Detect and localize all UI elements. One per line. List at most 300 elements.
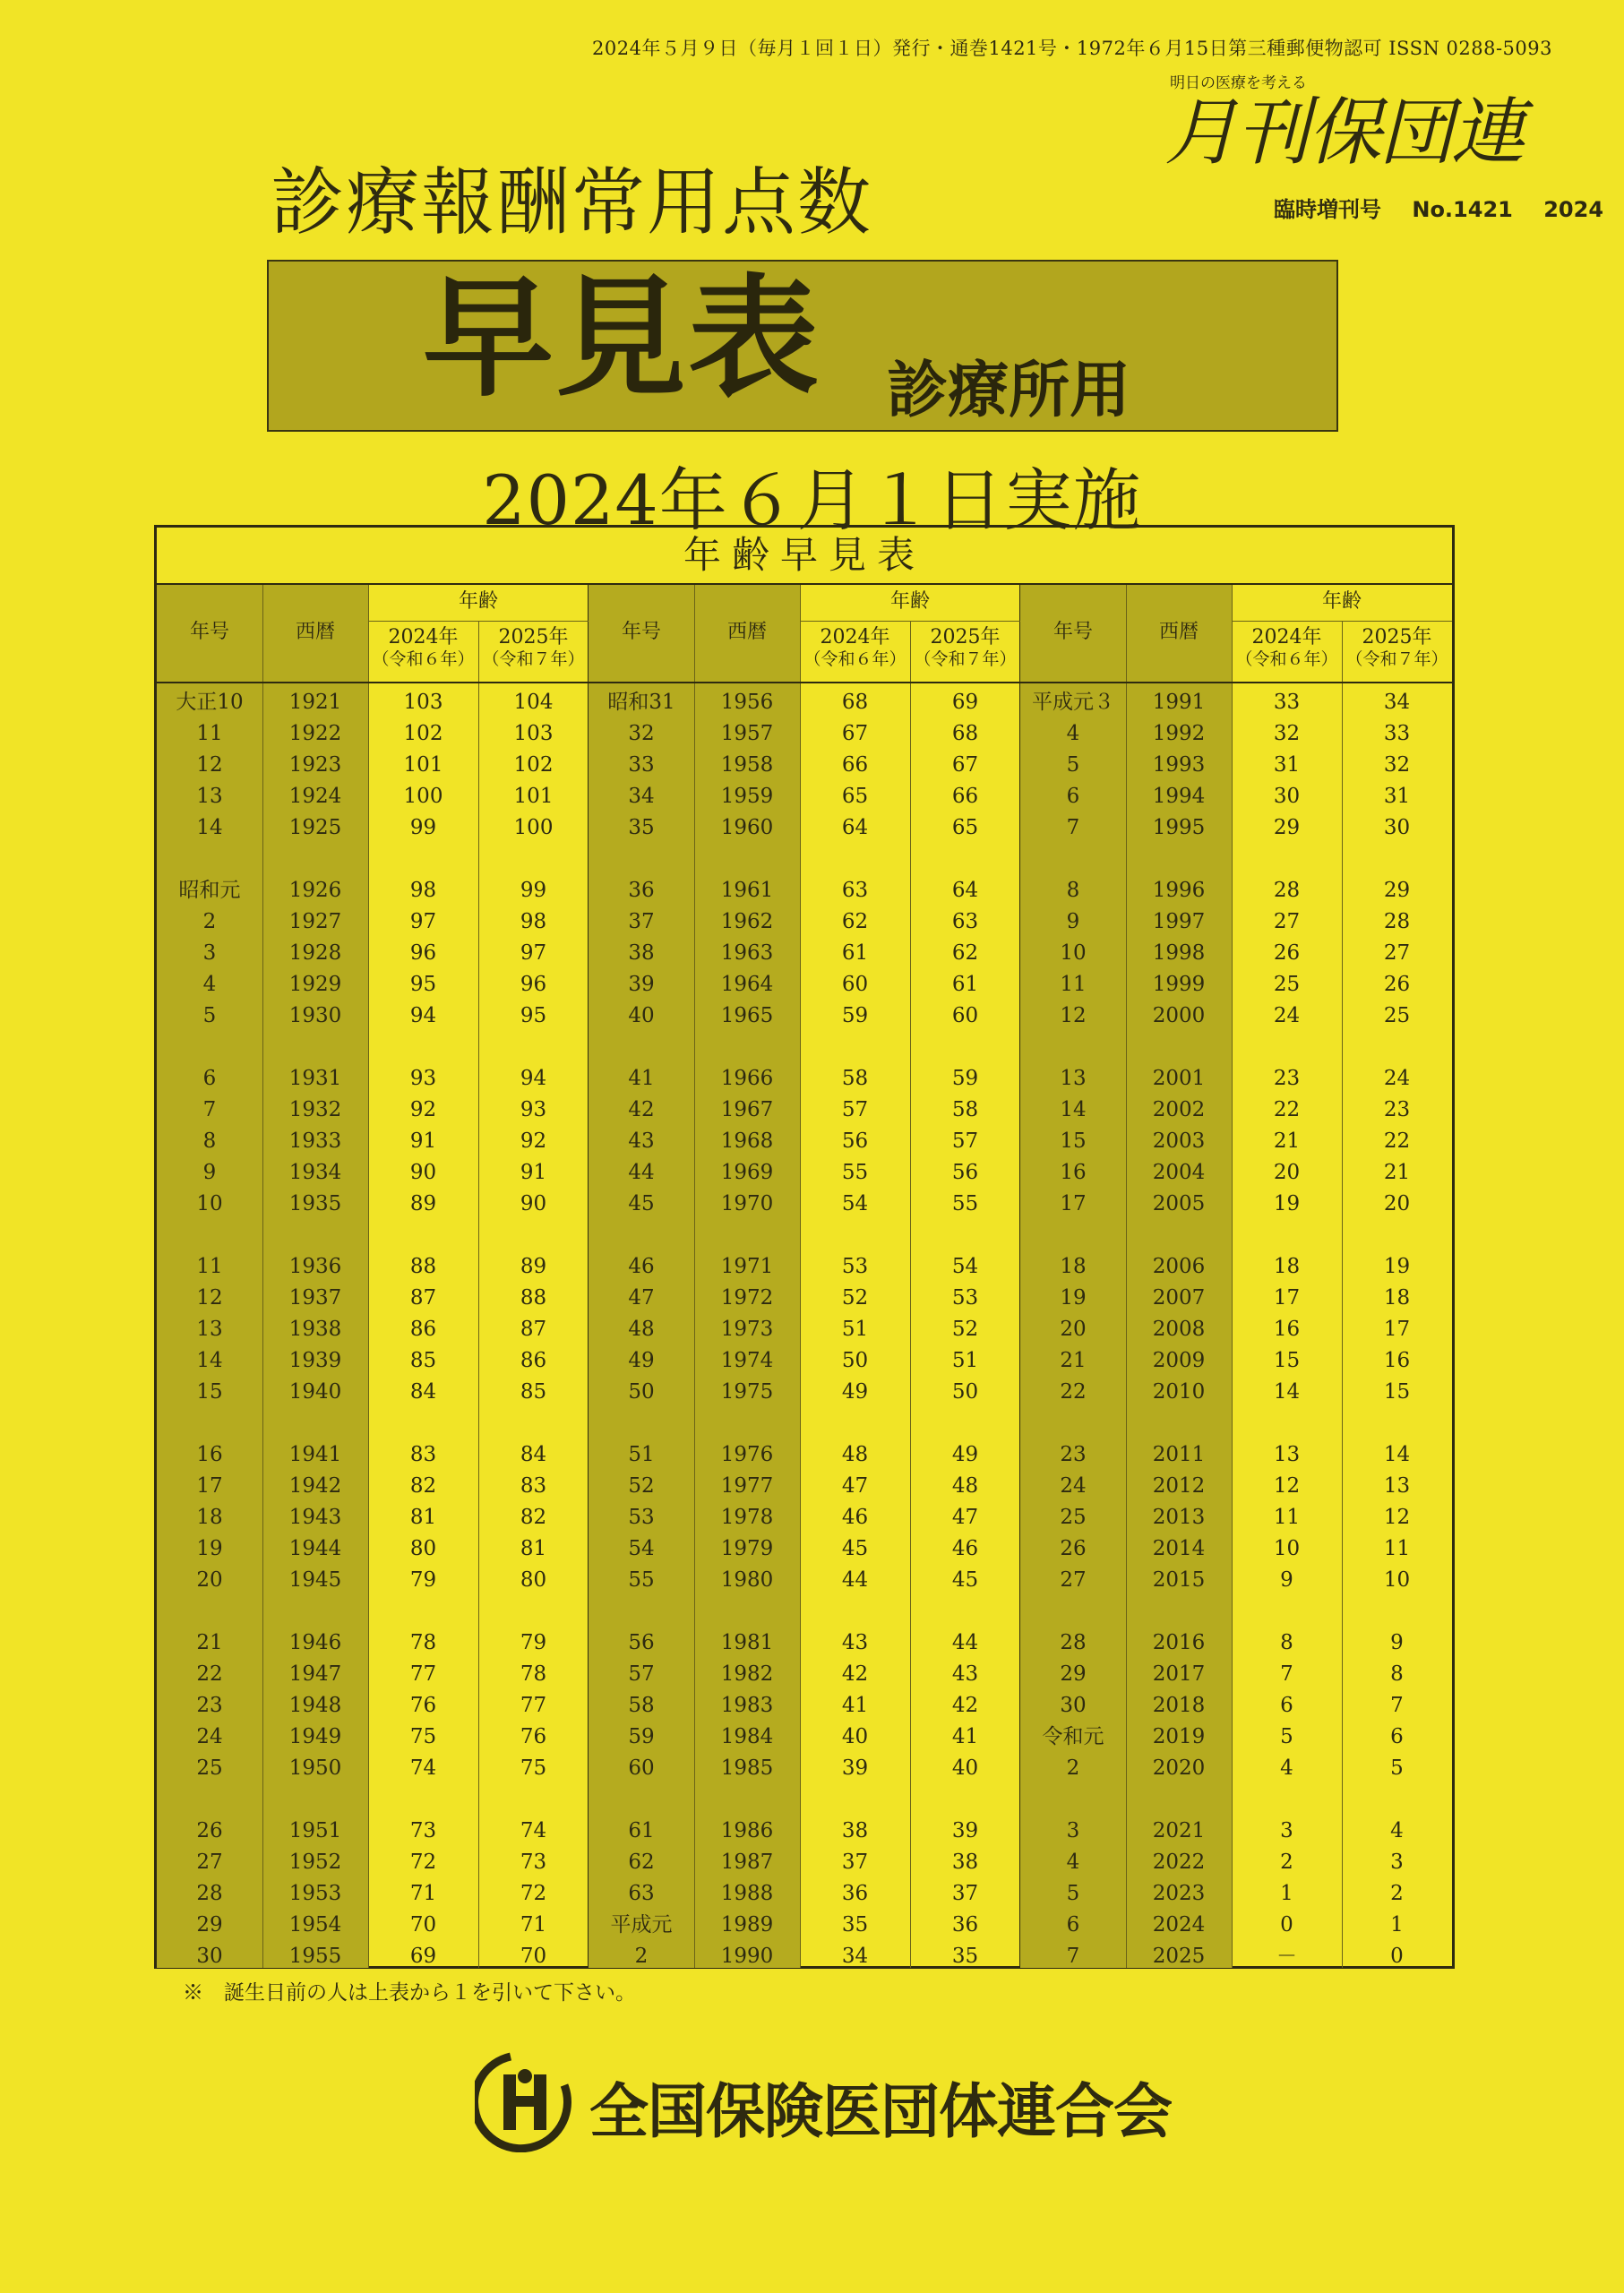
age-2025-cell: 30 — [1383, 816, 1411, 839]
age-2025-cell: 64 — [951, 879, 979, 902]
era-cell: 26 — [1060, 1537, 1087, 1560]
age-2024-cell: 8 — [1280, 1631, 1293, 1654]
era-cell: 60 — [628, 1756, 655, 1780]
western-year-cell: 2002 — [1152, 1098, 1206, 1121]
header-divider — [1020, 682, 1452, 683]
age-2025-cell: 6 — [1390, 1725, 1404, 1748]
western-year-cell: 1993 — [1152, 753, 1206, 777]
western-year-cell: 1989 — [720, 1913, 774, 1937]
title-box — [267, 260, 1338, 432]
era-cell: 20 — [1060, 1318, 1087, 1341]
age-2024-cell: 7 — [1280, 1662, 1293, 1686]
era-cell: 51 — [628, 1443, 655, 1466]
era-cell: 令和元 — [1042, 1725, 1104, 1748]
age-2024-cell: 61 — [841, 941, 869, 965]
header-era: 年号 — [189, 621, 229, 643]
era-cell: 30 — [196, 1945, 223, 1968]
age-2024-cell: 59 — [841, 1004, 869, 1027]
age-2024-cell: 22 — [1273, 1098, 1301, 1121]
era-cell: 23 — [196, 1694, 223, 1717]
age-2024-cell: 58 — [841, 1067, 869, 1090]
age-2025-cell: 46 — [951, 1537, 979, 1560]
age-2025-cell: 35 — [951, 1945, 979, 1968]
table-note: ※ 誕生日前の人は上表から１を引いて下さい。 — [183, 1981, 636, 2005]
era-cell: 6 — [1066, 785, 1080, 808]
age-2025-cell: 52 — [951, 1318, 979, 1341]
header-age-2025-year: 2025年 — [1362, 626, 1432, 648]
header-age-2024-year: 2024年 — [1251, 626, 1322, 648]
age-2025-cell: 96 — [520, 973, 547, 996]
age-2025-cell: 19 — [1383, 1255, 1411, 1278]
age-2025-cell: 47 — [951, 1506, 979, 1529]
age-2024-cell: 56 — [841, 1129, 869, 1153]
age-2024-cell: 49 — [841, 1380, 869, 1404]
age-2024-cell: 3 — [1280, 1819, 1293, 1842]
age-2024-cell: 34 — [841, 1945, 869, 1968]
age-2024-cell: 73 — [409, 1819, 437, 1842]
effective-date: 2024年６月１日実施 — [482, 460, 1142, 540]
age-2025-cell: 48 — [951, 1474, 979, 1498]
age-2024-cell: 10 — [1273, 1537, 1301, 1560]
era-cell: 61 — [628, 1819, 655, 1842]
era-cell: 5 — [1066, 1882, 1080, 1905]
header-age-2024-era: （令和６年） — [372, 649, 475, 670]
western-year-cell: 1924 — [288, 785, 342, 808]
western-year-cell: 1948 — [288, 1694, 342, 1717]
age-2024-cell: 70 — [409, 1913, 437, 1937]
western-year-cell: 2003 — [1152, 1129, 1206, 1153]
era-cell: 10 — [1060, 941, 1087, 965]
era-cell: 30 — [1060, 1694, 1087, 1717]
age-2025-cell: 9 — [1390, 1631, 1404, 1654]
age-2025-cell: 53 — [951, 1286, 979, 1310]
western-year-cell: 1999 — [1152, 973, 1206, 996]
western-year-cell: 1959 — [720, 785, 774, 808]
western-year-cell: 1957 — [720, 722, 774, 745]
era-cell: 55 — [628, 1568, 655, 1592]
age-2024-cell: 53 — [841, 1255, 869, 1278]
age-2024-cell: 62 — [841, 910, 869, 933]
era-cell: 昭和元 — [178, 879, 241, 902]
age-2025-cell: 86 — [520, 1349, 547, 1372]
age-2025-cell: 85 — [520, 1380, 547, 1404]
age-2024-cell: 72 — [409, 1851, 437, 1874]
age-2024-cell: 65 — [841, 785, 869, 808]
western-year-cell: 2011 — [1152, 1443, 1206, 1466]
era-cell: 48 — [628, 1318, 655, 1341]
western-year-cell: 2022 — [1152, 1851, 1206, 1874]
age-2024-cell: 20 — [1273, 1161, 1301, 1184]
age-2024-cell: 88 — [409, 1255, 437, 1278]
age-table — [154, 525, 1455, 1969]
age-2024-cell: 89 — [409, 1192, 437, 1215]
age-2025-cell: 82 — [520, 1506, 547, 1529]
age-2025-cell: 57 — [951, 1129, 979, 1153]
era-cell: 21 — [1060, 1349, 1087, 1372]
age-2024-cell: 100 — [403, 785, 443, 808]
age-2024-cell: 74 — [409, 1756, 437, 1780]
age-2025-cell: 62 — [951, 941, 979, 965]
era-cell: 57 — [628, 1662, 655, 1686]
organization-name: 全国保険医団体連合会 — [589, 2077, 1172, 2146]
western-year-cell: 2007 — [1152, 1286, 1206, 1310]
header-age-divider — [1232, 621, 1452, 622]
age-2025-cell: 31 — [1383, 785, 1411, 808]
age-2024-cell: 44 — [841, 1568, 869, 1592]
western-year-cell: 1942 — [288, 1474, 342, 1498]
era-cell: 16 — [196, 1443, 223, 1466]
era-cell: 47 — [628, 1286, 655, 1310]
age-2025-cell: 76 — [520, 1725, 547, 1748]
age-2025-cell: 89 — [520, 1255, 547, 1278]
age-2025-cell: 36 — [951, 1913, 979, 1937]
western-year-cell: 1987 — [720, 1851, 774, 1874]
era-cell: 8 — [202, 1129, 217, 1153]
age-2024-cell: 14 — [1273, 1380, 1301, 1404]
age-2025-cell: 32 — [1383, 753, 1411, 777]
age-2025-cell: 14 — [1383, 1443, 1411, 1466]
western-year-cell: 1982 — [720, 1662, 774, 1686]
age-2024-cell: 36 — [841, 1882, 869, 1905]
era-cell: 33 — [628, 753, 655, 777]
age-2024-cell: 92 — [409, 1098, 437, 1121]
age-2025-cell: 65 — [951, 816, 979, 839]
cover-title-sub: 診療所用 — [887, 356, 1131, 426]
era-cell: 4 — [1066, 722, 1080, 745]
western-year-cell: 2016 — [1152, 1631, 1206, 1654]
age-2025-cell: 60 — [951, 1004, 979, 1027]
era-cell: 52 — [628, 1474, 655, 1498]
era-cell: 12 — [1060, 1004, 1087, 1027]
header-age-2025-era: （令和７年） — [482, 649, 585, 670]
age-2025-cell: 22 — [1383, 1129, 1411, 1153]
age-2024-cell: 80 — [409, 1537, 437, 1560]
header-age: 年齢 — [889, 590, 930, 613]
era-cell: 平成元 — [610, 1913, 673, 1937]
era-cell: 3 — [202, 941, 217, 965]
era-cell: 11 — [196, 722, 223, 745]
age-2025-cell: 0 — [1390, 1945, 1404, 1968]
age-2025-cell: 44 — [951, 1631, 979, 1654]
age-2024-cell: 23 — [1273, 1067, 1301, 1090]
age-2025-cell: 98 — [520, 910, 547, 933]
era-cell: 14 — [1060, 1098, 1087, 1121]
age-2024-cell: 40 — [841, 1725, 869, 1748]
western-year-cell: 1928 — [288, 941, 342, 965]
age-2025-cell: 26 — [1383, 973, 1411, 996]
age-2024-cell: 103 — [403, 691, 443, 714]
age-2025-cell: 72 — [520, 1882, 547, 1905]
western-year-cell: 2005 — [1152, 1192, 1206, 1215]
era-cell: 29 — [196, 1913, 223, 1937]
era-cell: 19 — [1060, 1286, 1087, 1310]
age-2024-cell: 27 — [1273, 910, 1301, 933]
header-western: 西暦 — [295, 621, 335, 643]
age-2025-cell: 5 — [1390, 1756, 1404, 1780]
western-year-cell: 1937 — [288, 1286, 342, 1310]
western-year-cell: 2006 — [1152, 1255, 1206, 1278]
western-year-cell: 1952 — [288, 1851, 342, 1874]
era-cell: 44 — [628, 1161, 655, 1184]
era-cell: 34 — [628, 785, 655, 808]
cover-subtitle: 診療報酬常用点数 — [271, 160, 873, 245]
era-cell: 28 — [1060, 1631, 1087, 1654]
western-year-cell: 1960 — [720, 816, 774, 839]
era-cell: 11 — [1060, 973, 1087, 996]
western-year-cell: 1939 — [288, 1349, 342, 1372]
era-cell: 17 — [196, 1474, 223, 1498]
age-2025-cell: 79 — [520, 1631, 547, 1654]
western-year-cell: 1963 — [720, 941, 774, 965]
age-2024-cell: 43 — [841, 1631, 869, 1654]
age-2025-cell: 39 — [951, 1819, 979, 1842]
western-year-cell: 1923 — [288, 753, 342, 777]
age-2024-cell: 96 — [409, 941, 437, 965]
era-cell: 12 — [196, 1286, 223, 1310]
age-2025-cell: 66 — [951, 785, 979, 808]
header-age-2024-era: （令和６年） — [803, 649, 907, 670]
age-2024-cell: 38 — [841, 1819, 869, 1842]
western-year-cell: 1946 — [288, 1631, 342, 1654]
western-year-cell: 2000 — [1152, 1004, 1206, 1027]
age-2024-cell: 102 — [403, 722, 443, 745]
western-year-cell: 1925 — [288, 816, 342, 839]
age-2025-cell: 45 — [951, 1568, 979, 1592]
western-year-cell: 2024 — [1152, 1913, 1206, 1937]
age-2024-cell: 60 — [841, 973, 869, 996]
era-cell: 10 — [196, 1192, 223, 1215]
header-age-2024-year: 2024年 — [820, 626, 890, 648]
era-cell: 14 — [196, 1349, 223, 1372]
age-2025-cell: 103 — [513, 722, 554, 745]
western-year-cell: 1970 — [720, 1192, 774, 1215]
age-table-panel — [589, 585, 1020, 1968]
age-2024-cell: 51 — [841, 1318, 869, 1341]
header-western: 西暦 — [1158, 621, 1199, 643]
era-cell: 35 — [628, 816, 655, 839]
western-year-cell: 1931 — [288, 1067, 342, 1090]
era-cell: 13 — [196, 785, 223, 808]
age-2025-cell: 23 — [1383, 1098, 1411, 1121]
era-cell: 19 — [196, 1537, 223, 1560]
age-2024-cell: － — [1276, 1945, 1297, 1968]
western-year-cell: 1944 — [288, 1537, 342, 1560]
age-2025-cell: 1 — [1390, 1913, 1404, 1937]
era-cell: 41 — [628, 1067, 655, 1090]
western-year-cell: 2023 — [1152, 1882, 1206, 1905]
era-cell: 7 — [1066, 816, 1080, 839]
header-age-2025 — [1342, 626, 1452, 670]
western-year-cell: 1941 — [288, 1443, 342, 1466]
western-year-cell: 1955 — [288, 1945, 342, 1968]
age-2025-cell: 100 — [513, 816, 554, 839]
era-cell: 15 — [196, 1380, 223, 1404]
western-year-cell: 2015 — [1152, 1568, 1206, 1592]
era-cell: 7 — [202, 1098, 217, 1121]
age-2025-cell: 3 — [1390, 1851, 1404, 1874]
western-year-cell: 1995 — [1152, 816, 1206, 839]
age-2025-cell: 74 — [520, 1819, 547, 1842]
western-year-cell: 2009 — [1152, 1349, 1206, 1372]
western-year-cell: 1991 — [1152, 691, 1206, 714]
era-cell: 59 — [628, 1725, 655, 1748]
age-2025-cell: 24 — [1383, 1067, 1411, 1090]
western-year-cell: 1927 — [288, 910, 342, 933]
era-cell: 63 — [628, 1882, 655, 1905]
age-2024-cell: 6 — [1280, 1694, 1293, 1717]
age-2024-cell: 5 — [1280, 1725, 1293, 1748]
western-year-cell: 1966 — [720, 1067, 774, 1090]
western-year-cell: 1996 — [1152, 879, 1206, 902]
age-2024-cell: 93 — [409, 1067, 437, 1090]
age-2025-cell: 102 — [513, 753, 554, 777]
header-age-2025-era: （令和７年） — [1345, 649, 1448, 670]
age-2025-cell: 7 — [1390, 1694, 1404, 1717]
age-2025-cell: 99 — [520, 879, 547, 902]
western-year-cell: 1922 — [288, 722, 342, 745]
era-cell: 7 — [1066, 1945, 1080, 1968]
western-year-cell: 1935 — [288, 1192, 342, 1215]
western-year-cell: 1954 — [288, 1913, 342, 1937]
western-year-cell: 1969 — [720, 1161, 774, 1184]
age-2025-cell: 83 — [520, 1474, 547, 1498]
age-2024-cell: 16 — [1273, 1318, 1301, 1341]
age-2025-cell: 95 — [520, 1004, 547, 1027]
western-year-cell: 1936 — [288, 1255, 342, 1278]
western-year-cell: 1986 — [720, 1819, 774, 1842]
header-age: 年齢 — [458, 590, 498, 613]
western-year-cell: 2019 — [1152, 1725, 1206, 1748]
age-2025-cell: 41 — [951, 1725, 979, 1748]
age-2024-cell: 54 — [841, 1192, 869, 1215]
age-2025-cell: 2 — [1390, 1882, 1404, 1905]
era-cell: 20 — [196, 1568, 223, 1592]
organization-logo-icon — [475, 2049, 573, 2152]
western-year-cell: 1932 — [288, 1098, 342, 1121]
era-cell: 54 — [628, 1537, 655, 1560]
age-2024-cell: 50 — [841, 1349, 869, 1372]
age-2024-cell: 64 — [841, 816, 869, 839]
western-year-cell: 1981 — [720, 1631, 774, 1654]
age-2024-cell: 57 — [841, 1098, 869, 1121]
age-2024-cell: 18 — [1273, 1255, 1301, 1278]
age-2024-cell: 37 — [841, 1851, 869, 1874]
age-2025-cell: 43 — [951, 1662, 979, 1686]
age-2024-cell: 95 — [409, 973, 437, 996]
age-2025-cell: 27 — [1383, 941, 1411, 965]
age-2024-cell: 1 — [1280, 1882, 1293, 1905]
era-cell: 27 — [1060, 1568, 1087, 1592]
age-2025-cell: 69 — [951, 691, 979, 714]
age-2024-cell: 21 — [1273, 1129, 1301, 1153]
header-age-2025-year: 2025年 — [498, 626, 569, 648]
age-2024-cell: 86 — [409, 1318, 437, 1341]
western-year-cell: 2025 — [1152, 1945, 1206, 1968]
header-era: 年号 — [1053, 621, 1093, 643]
western-year-cell: 1972 — [720, 1286, 774, 1310]
western-year-cell: 1971 — [720, 1255, 774, 1278]
age-2024-cell: 98 — [409, 879, 437, 902]
age-2025-cell: 34 — [1383, 691, 1411, 714]
era-cell: 26 — [196, 1819, 223, 1842]
western-year-cell: 1940 — [288, 1380, 342, 1404]
western-year-cell: 1962 — [720, 910, 774, 933]
age-2024-cell: 91 — [409, 1129, 437, 1153]
age-2024-cell: 32 — [1273, 722, 1301, 745]
western-year-cell: 1930 — [288, 1004, 342, 1027]
age-2024-cell: 66 — [841, 753, 869, 777]
age-2024-cell: 19 — [1273, 1192, 1301, 1215]
era-cell: 38 — [628, 941, 655, 965]
age-2024-cell: 46 — [841, 1506, 869, 1529]
era-cell: 22 — [196, 1662, 223, 1686]
era-cell: 25 — [1060, 1506, 1087, 1529]
age-2024-cell: 39 — [841, 1756, 869, 1780]
age-2024-cell: 75 — [409, 1725, 437, 1748]
era-cell: 56 — [628, 1631, 655, 1654]
western-year-cell: 1956 — [720, 691, 774, 714]
western-year-cell: 1953 — [288, 1882, 342, 1905]
age-2024-cell: 12 — [1273, 1474, 1301, 1498]
age-2024-cell: 84 — [409, 1380, 437, 1404]
age-2024-cell: 63 — [841, 879, 869, 902]
age-2025-cell: 81 — [520, 1537, 547, 1560]
era-cell: 50 — [628, 1380, 655, 1404]
age-2024-cell: 101 — [403, 753, 443, 777]
age-2024-cell: 17 — [1273, 1286, 1301, 1310]
age-2025-cell: 84 — [520, 1443, 547, 1466]
age-2024-cell: 67 — [841, 722, 869, 745]
issue-line — [1274, 192, 1624, 223]
header-age-2024-era: （令和６年） — [1235, 649, 1338, 670]
era-cell: 32 — [628, 722, 655, 745]
era-cell: 14 — [196, 816, 223, 839]
era-cell: 5 — [202, 1004, 217, 1027]
age-table-title: 年齢早見表 — [157, 528, 1452, 585]
age-2025-cell: 67 — [951, 753, 979, 777]
age-2024-cell: 69 — [409, 1945, 437, 1968]
western-year-cell: 1947 — [288, 1662, 342, 1686]
era-cell: 37 — [628, 910, 655, 933]
age-table-panel — [1020, 585, 1452, 1968]
header-age-divider — [368, 621, 589, 622]
header-age-2025 — [478, 626, 589, 670]
era-cell: 15 — [1060, 1129, 1087, 1153]
era-cell: 62 — [628, 1851, 655, 1874]
age-2025-cell: 68 — [951, 722, 979, 745]
era-cell: 24 — [196, 1725, 223, 1748]
western-year-cell: 2008 — [1152, 1318, 1206, 1341]
western-year-cell: 1985 — [720, 1756, 774, 1780]
era-cell: 9 — [1066, 910, 1080, 933]
age-2024-cell: 15 — [1273, 1349, 1301, 1372]
cover-title: 早見表 — [423, 262, 821, 415]
western-year-cell: 1961 — [720, 879, 774, 902]
age-2024-cell: 81 — [409, 1506, 437, 1529]
age-2025-cell: 15 — [1383, 1380, 1411, 1404]
western-year-cell: 1958 — [720, 753, 774, 777]
age-2024-cell: 47 — [841, 1474, 869, 1498]
age-2024-cell: 79 — [409, 1568, 437, 1592]
age-2025-cell: 92 — [520, 1129, 547, 1153]
header-era: 年号 — [621, 621, 661, 643]
age-2024-cell: 0 — [1280, 1913, 1293, 1937]
age-2024-cell: 76 — [409, 1694, 437, 1717]
western-year-cell: 2021 — [1152, 1819, 1206, 1842]
header-western: 西暦 — [726, 621, 767, 643]
age-2024-cell: 90 — [409, 1161, 437, 1184]
age-2024-cell: 87 — [409, 1286, 437, 1310]
